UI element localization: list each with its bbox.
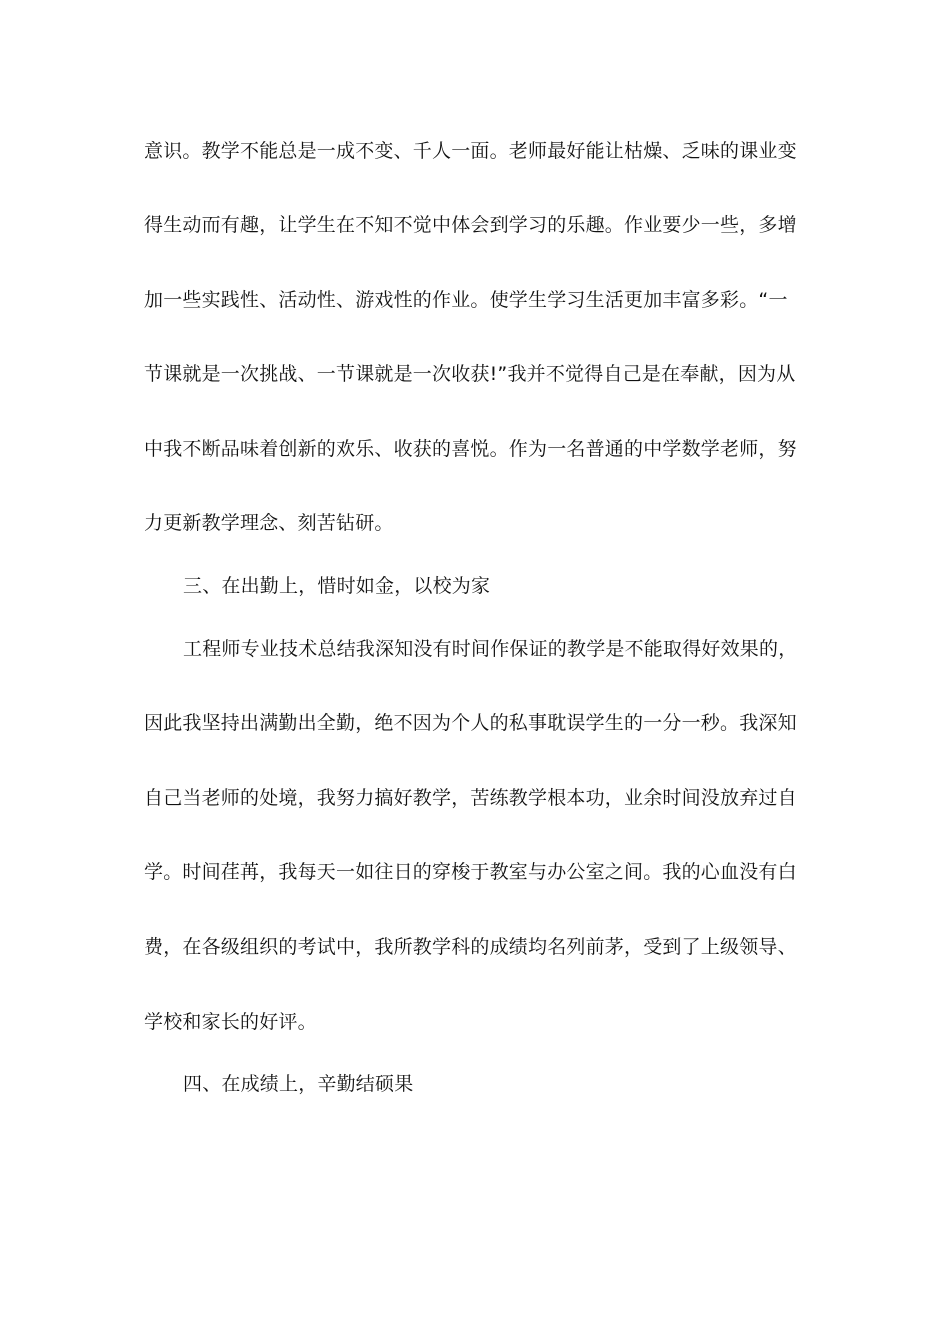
paragraph-line: 学。时间荏苒，我每天一如往日的穿梭于教室与办公室之间。我的心血没有白 bbox=[144, 861, 797, 883]
paragraph-line: 费，在各级组织的考试中，我所教学科的成绩均名列前茅，受到了上级领导、 bbox=[144, 936, 797, 958]
paragraph-line: 意识。教学不能总是一成不变、千人一面。老师最好能让枯燥、乏味的课业变 bbox=[144, 140, 797, 162]
paragraph-line: 学校和家长的好评。 bbox=[144, 1011, 317, 1033]
paragraph-line: 工程师专业技术总结我深知没有时间作保证的教学是不能取得好效果的， bbox=[183, 638, 798, 660]
paragraph-line: 节课就是一次挑战、一节课就是一次收获!”我并不觉得自己是在奉献，因为从 bbox=[144, 363, 796, 385]
section-heading: 三、在出勤上，惜时如金，以校为家 bbox=[183, 575, 491, 597]
paragraph-line: 自己当老师的处境，我努力搞好教学，苦练教学根本功，业余时间没放弃过自 bbox=[144, 787, 797, 809]
section-heading: 四、在成绩上，辛勤结硕果 bbox=[183, 1073, 414, 1095]
paragraph-line: 得生动而有趣，让学生在不知不觉中体会到学习的乐趣。作业要少一些，多增 bbox=[144, 214, 797, 236]
paragraph-line: 力更新教学理念、刻苦钻研。 bbox=[144, 512, 394, 534]
paragraph-line: 加一些实践性、活动性、游戏性的作业。使学生学习生活更加丰富多彩。“一 bbox=[144, 289, 788, 311]
paragraph-line: 中我不断品味着创新的欢乐、收获的喜悦。作为一名普通的中学数学老师，努 bbox=[144, 438, 797, 460]
paragraph-line: 因此我坚持出满勤出全勤，绝不因为个人的私事耽误学生的一分一秒。我深知 bbox=[144, 712, 797, 734]
